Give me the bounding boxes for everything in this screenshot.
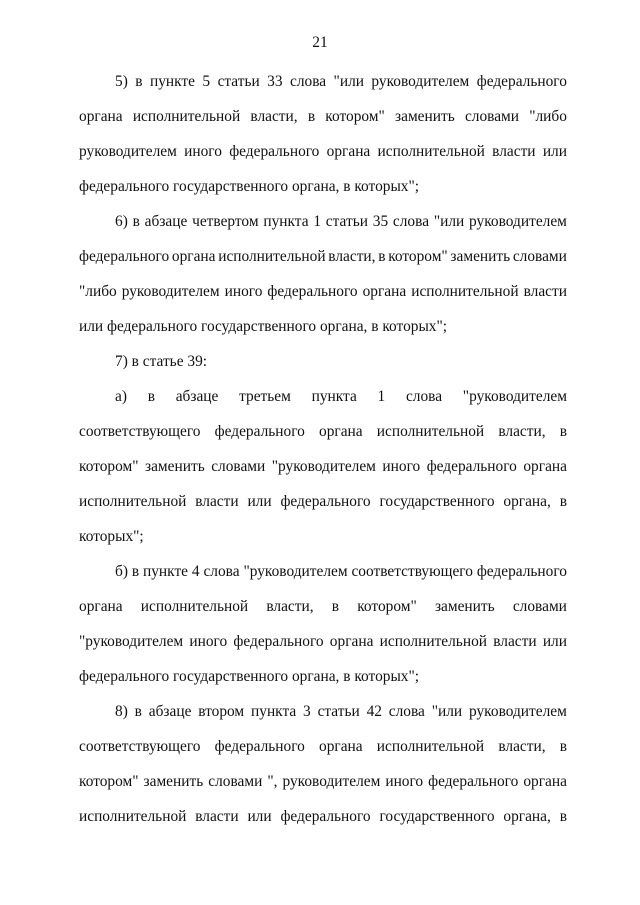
paragraph-p7 bbox=[79, 344, 567, 379]
word: соответствующего bbox=[351, 563, 473, 580]
word: руководителем bbox=[121, 283, 220, 300]
text-line bbox=[79, 589, 567, 624]
word: в bbox=[378, 248, 386, 265]
text-line: которых"; bbox=[79, 528, 144, 545]
word: власти, bbox=[328, 248, 376, 265]
word: власти bbox=[492, 143, 536, 160]
word: исполнительной bbox=[132, 108, 241, 125]
word: исполнительной bbox=[140, 598, 249, 615]
word: власти, bbox=[250, 108, 298, 125]
word: исполнительной bbox=[79, 493, 187, 510]
word: федерального bbox=[229, 143, 320, 160]
word: иного bbox=[382, 458, 421, 475]
word: в bbox=[307, 108, 316, 125]
word: органа bbox=[326, 143, 371, 160]
word: пункта bbox=[251, 703, 297, 720]
word: "руководителем bbox=[79, 633, 184, 650]
word: "или bbox=[433, 213, 465, 230]
paragraph-p7b bbox=[79, 554, 567, 694]
text-line bbox=[79, 554, 567, 589]
word: или bbox=[542, 143, 567, 160]
word: иного bbox=[189, 633, 228, 650]
word: "либо bbox=[529, 108, 567, 125]
page-number: 21 bbox=[312, 34, 328, 51]
word: руководителем bbox=[469, 213, 567, 230]
word: соответствующего bbox=[79, 738, 201, 755]
word: абзаце bbox=[148, 703, 192, 720]
word: в bbox=[559, 808, 567, 825]
word: руководителем bbox=[282, 773, 381, 790]
word: государственного bbox=[379, 493, 495, 510]
word: органа bbox=[523, 773, 567, 790]
word: словами bbox=[208, 773, 263, 790]
word: или bbox=[247, 808, 272, 825]
word: в bbox=[559, 423, 567, 440]
word: слова bbox=[290, 73, 327, 90]
word: котором" bbox=[79, 773, 139, 790]
word: федерального bbox=[476, 73, 567, 90]
word: ", bbox=[267, 773, 278, 790]
word: 1 bbox=[377, 388, 386, 405]
word: государственного bbox=[379, 808, 495, 825]
word: 8) bbox=[115, 703, 128, 720]
word: заменить bbox=[143, 773, 204, 790]
text-line bbox=[79, 414, 567, 449]
word: или bbox=[542, 633, 567, 650]
word: иного bbox=[184, 143, 222, 160]
word: органа bbox=[319, 423, 363, 440]
word: пункте bbox=[143, 563, 188, 580]
word: словами bbox=[464, 108, 520, 125]
text-line bbox=[79, 379, 567, 414]
text-line bbox=[79, 694, 567, 729]
word: заменить bbox=[450, 248, 511, 265]
word: исполнительной bbox=[79, 808, 187, 825]
word: руководителем bbox=[79, 143, 177, 160]
word: федерального bbox=[280, 493, 371, 510]
word: исполнительной bbox=[411, 283, 519, 300]
word: органа bbox=[523, 458, 567, 475]
word: в bbox=[135, 73, 143, 90]
paragraph-p8 bbox=[79, 694, 567, 834]
word: федерального bbox=[79, 248, 170, 265]
word: федерального bbox=[428, 773, 519, 790]
word: б) bbox=[115, 563, 128, 580]
word: абзаце bbox=[175, 388, 219, 405]
word: четвертом bbox=[192, 213, 259, 230]
word: а) bbox=[115, 388, 127, 405]
word: власти bbox=[523, 283, 567, 300]
text-line bbox=[79, 484, 567, 519]
text-line: федерального государственного органа, в которых"; bbox=[79, 668, 420, 685]
word: власти bbox=[493, 633, 537, 650]
word: в bbox=[132, 213, 140, 230]
word: слова bbox=[405, 388, 443, 405]
word: котором" bbox=[388, 248, 448, 265]
text-line bbox=[79, 274, 567, 309]
word: в bbox=[559, 738, 567, 755]
text-line bbox=[79, 764, 567, 799]
text-line: 7) в статье 39: bbox=[115, 353, 208, 370]
paragraph-p7a bbox=[79, 379, 567, 554]
word: словами bbox=[512, 598, 567, 615]
word: пункте bbox=[149, 73, 195, 90]
word: или bbox=[247, 493, 272, 510]
word: "или bbox=[333, 73, 364, 90]
text-line bbox=[79, 134, 567, 169]
word: власти, bbox=[266, 598, 314, 615]
word: 3 bbox=[303, 703, 311, 720]
text-line bbox=[79, 729, 567, 764]
text-line bbox=[79, 64, 567, 99]
word: органа bbox=[319, 738, 363, 755]
word: исполнительной bbox=[376, 423, 485, 440]
word: заменить bbox=[395, 108, 455, 125]
text-line: или федерального государственного органа, в которых"; bbox=[79, 318, 448, 335]
text-line: федерального государственного органа, в которых"; bbox=[79, 178, 420, 195]
word: котором" bbox=[79, 458, 139, 475]
word: органа bbox=[362, 283, 407, 300]
word: слова bbox=[392, 213, 430, 230]
word: иного bbox=[385, 773, 424, 790]
paragraph-p6 bbox=[79, 204, 567, 344]
word: в bbox=[331, 598, 340, 615]
word: федерального bbox=[233, 633, 324, 650]
word: "руководителем bbox=[462, 388, 567, 405]
word: котором" bbox=[357, 598, 417, 615]
word: власти bbox=[195, 808, 239, 825]
word: федерального bbox=[267, 283, 358, 300]
word: власти bbox=[195, 493, 239, 510]
word: в bbox=[147, 388, 155, 405]
word: органа bbox=[329, 633, 374, 650]
word: исполнительной bbox=[376, 738, 485, 755]
word: власти, bbox=[498, 423, 546, 440]
word: статьи bbox=[217, 73, 260, 90]
text-line bbox=[79, 99, 567, 134]
word: заменить bbox=[145, 458, 205, 475]
word: заменить bbox=[434, 598, 495, 615]
word: "либо bbox=[79, 283, 117, 300]
word: 4 bbox=[191, 563, 200, 580]
word: исполнительной bbox=[379, 633, 487, 650]
word: руководителем bbox=[468, 703, 567, 720]
word: 1 bbox=[313, 213, 322, 230]
word: статьи bbox=[317, 703, 360, 720]
word: федерального bbox=[214, 423, 305, 440]
text-line bbox=[79, 449, 567, 484]
word: органа bbox=[79, 108, 123, 125]
word: в bbox=[559, 493, 567, 510]
word: федерального bbox=[476, 563, 567, 580]
paragraph-p5 bbox=[79, 64, 567, 204]
word: органа, bbox=[503, 493, 551, 510]
word: 5) bbox=[115, 73, 128, 90]
word: соответствующего bbox=[79, 423, 201, 440]
word: втором bbox=[198, 703, 245, 720]
word: органа bbox=[171, 248, 216, 265]
word: "руководителем bbox=[271, 458, 376, 475]
document-body bbox=[79, 64, 567, 834]
word: пункта bbox=[311, 388, 357, 405]
text-line bbox=[79, 624, 567, 659]
word: 6) bbox=[115, 213, 128, 230]
word: 42 bbox=[366, 703, 382, 720]
word: федерального bbox=[426, 458, 517, 475]
text-line bbox=[79, 799, 567, 834]
word: словами bbox=[512, 248, 567, 265]
word: третьем bbox=[239, 388, 291, 405]
word: исполнительной bbox=[377, 143, 485, 160]
word: 5 bbox=[202, 73, 211, 90]
word: власти, bbox=[498, 738, 546, 755]
word: котором" bbox=[325, 108, 385, 125]
word: пункта bbox=[263, 213, 309, 230]
word: слова bbox=[203, 563, 240, 580]
word: иного bbox=[224, 283, 263, 300]
word: абзаце bbox=[144, 213, 188, 230]
word: "или bbox=[431, 703, 463, 720]
word: в bbox=[134, 703, 142, 720]
word: органа bbox=[79, 598, 123, 615]
word: в bbox=[131, 563, 140, 580]
word: словами bbox=[211, 458, 266, 475]
word: федерального bbox=[280, 808, 371, 825]
word: руководителем bbox=[371, 73, 470, 90]
text-line bbox=[79, 204, 567, 239]
word: 35 bbox=[372, 213, 389, 230]
word: федерального bbox=[214, 738, 305, 755]
text-line bbox=[79, 239, 567, 274]
word: слова bbox=[388, 703, 425, 720]
word: "руководителем bbox=[243, 563, 348, 580]
word: 33 bbox=[267, 73, 283, 90]
word: органа, bbox=[503, 808, 551, 825]
word: исполнительной bbox=[218, 248, 326, 265]
word: статьи bbox=[325, 213, 368, 230]
